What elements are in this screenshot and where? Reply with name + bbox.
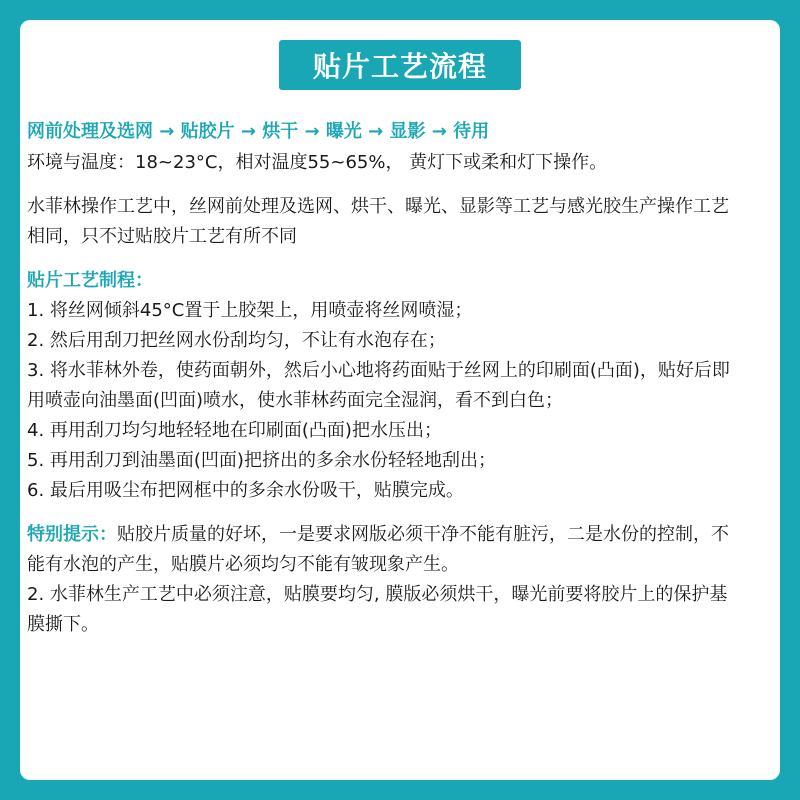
environment-text: 环境与温度：18~23°C，相对温度55~65%， 黄灯下或柔和灯下操作。 — [27, 152, 608, 173]
process-heading: 贴片工艺制程： — [27, 270, 153, 291]
step-item: 2. 然后用刮刀把丝网水份刮均匀，不让有水泡存在； — [27, 330, 446, 351]
step-item: 3. 将水菲林外卷，使药面朝外，然后小心地将药面贴于丝网上的印刷面(凸面)，贴好后即用喷壶向油墨面(凹面)喷水，使水菲林药面完全湿润，看不到白色； — [27, 360, 730, 411]
special-tip — [27, 520, 735, 580]
process-flow: 网前处理及选网 → 贴胶片 → 烘干 → 曝光 → 显影 → 待用 — [27, 121, 490, 142]
step-item: 5. 再用刮刀到油墨面(凹面)把挤出的多余水份轻轻地刮出； — [27, 450, 496, 471]
step-item: 4. 再用刮刀均匀地轻轻地在印刷面(凸面)把水压出； — [27, 420, 442, 441]
special-tip-label: 特别提示： — [27, 524, 117, 545]
document-body — [27, 116, 735, 640]
step-item: 1. 将丝网倾斜45°C置于上胶架上，用喷壶将丝网喷湿； — [27, 300, 473, 321]
step-item: 6. 最后用吸尘布把网框中的多余水份吸干，贴膜完成。 — [27, 480, 464, 501]
special-tip-text: 贴胶片质量的好坏，一是要求网版必须干净不能有脏污，二是水份的控制，不能有水泡的产生，贴膜片必须均匀不能有皱现象产生。 — [27, 524, 729, 575]
special-tip-note: 2. 水菲林生产工艺中必须注意，贴膜要均匀, 膜版必须烘干，曝光前要将胶片上的保护基膜撕下。 — [27, 584, 728, 635]
page-title: 贴片工艺流程 — [279, 40, 521, 90]
step-list — [27, 296, 735, 506]
intro-paragraph: 水菲林操作工艺中，丝网前处理及选网、烘干、曝光、显影等工艺与感光胶生产操作工艺相同，只不过贴胶片工艺有所不同 — [27, 196, 729, 247]
